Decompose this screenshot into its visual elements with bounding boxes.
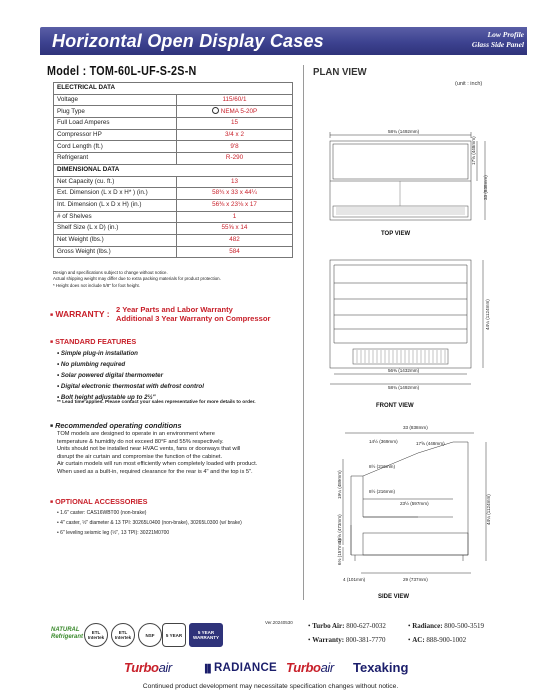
note-line: Actual shipping weight may differ due to extra packing materials for product protection. xyxy=(53,276,221,282)
top-view-drawing xyxy=(330,132,485,220)
dim-side-c2: 8½ (216mm) xyxy=(369,489,396,494)
etl-badge-icon: ETL Intertek xyxy=(84,623,108,647)
spec-label: Gross Weight (lbs.) xyxy=(54,246,177,258)
bullet-icon: • xyxy=(408,636,413,644)
contact-phone: 888-900-1002 xyxy=(426,636,467,644)
dim-side-d: 23½ (597mm) xyxy=(400,501,429,506)
side-view-label: SIDE VIEW xyxy=(378,594,410,600)
front-view-label: FRONT VIEW xyxy=(376,403,414,409)
texaking-logo: Texaking xyxy=(353,660,409,675)
bullet-icon: ■ xyxy=(50,499,54,506)
features-heading-text: STANDARD FEATURES xyxy=(55,337,137,346)
turbo-air-logo xyxy=(124,660,172,675)
natural-refrigerant-badge: NATURAL Refrigerant xyxy=(51,627,84,640)
bullet-icon: ■ xyxy=(50,311,54,318)
radiance-mark-icon: ▐▌ xyxy=(202,664,214,673)
spec-value: R-290 xyxy=(177,153,293,165)
plug-type-cell xyxy=(177,106,293,118)
bullet-icon: • xyxy=(308,636,313,644)
spec-value: 15 xyxy=(177,118,293,130)
contact-radiance xyxy=(408,622,484,630)
dim-front-height: 44¼ (1124mm) xyxy=(485,299,490,330)
dim-side-i: 29 (737mm) xyxy=(403,577,428,582)
dim-front-inner: 56⅜ (1432mm) xyxy=(388,368,420,373)
dim-side-h: 4 (101mm) xyxy=(343,577,366,582)
recommended-line: When used as a built-in, required clearance for the rear is 4" and the top is 5". xyxy=(57,468,253,475)
contact-ac xyxy=(408,636,466,644)
list-item: • Digital electronic thermostat with defrost control xyxy=(57,382,204,390)
warranty-label xyxy=(50,309,110,319)
contact-phone: 800-627-0032 xyxy=(346,622,386,630)
plan-drawings xyxy=(303,85,533,605)
nsf-badge-icon: NSF xyxy=(138,623,162,647)
recommended-line: Air curtain models will run most efficiently when completely loaded with product. xyxy=(57,461,258,468)
note-line: Design and specifications subject to change without notice. xyxy=(53,270,168,275)
spec-row xyxy=(54,153,293,165)
spec-label: Full Load Amperes xyxy=(54,118,177,130)
spec-row xyxy=(54,118,293,130)
turbo-air-logo-2 xyxy=(286,660,334,675)
feature-text: Simple plug-in installation xyxy=(60,350,138,357)
spec-row xyxy=(54,176,293,188)
five-year-badge-icon: 5 YEAR xyxy=(162,623,186,647)
recommended-line: Units should not be installed near HVAC vents, fans or doorways that will xyxy=(57,446,241,453)
dim-top-depth: 33 (838mm) xyxy=(483,175,488,200)
plan-view-title: PLAN VIEW xyxy=(313,66,367,78)
contact-turbo-air xyxy=(308,622,386,630)
spec-value: NEMA 5-20P xyxy=(220,108,258,116)
unit-label: (unit : inch) xyxy=(455,81,483,87)
logo-part: Turbo xyxy=(286,660,321,675)
model-number: Model : TOM-60L-UF-S-2S-N xyxy=(47,64,197,78)
spec-label: Refrigerant xyxy=(54,153,177,165)
logo-part: RADIANCE xyxy=(213,662,278,674)
dim-side-a: 14½ (369mm) xyxy=(369,439,398,444)
spec-row xyxy=(54,211,293,223)
bullet-icon: • xyxy=(408,622,413,630)
list-item: • 4" caster, ½" diameter & 13 TPI: 30265L0400 (non-brake), 30265L0300 (w/ brake) xyxy=(57,519,242,526)
spec-value: 9'8 xyxy=(177,141,293,153)
dim-front-width: 58¾ (1492mm) xyxy=(388,385,420,390)
contact-phone: 800-381-7770 xyxy=(345,636,386,644)
spec-value: 13 xyxy=(177,176,293,188)
logo-part: Turbo xyxy=(124,660,159,675)
logo-part: air xyxy=(158,660,172,675)
warranty-line2: Additional 3 Year Warranty on Compressor xyxy=(116,314,271,323)
feature-text: Digital electronic thermostat with defrost control xyxy=(60,382,204,390)
dim-side-c: 8½ (216mm) xyxy=(369,464,396,469)
spec-value: 482 xyxy=(177,234,293,246)
spec-value: 58¾ x 33 x 44¼ xyxy=(177,188,293,200)
spec-notes xyxy=(53,270,303,289)
dim-top-depth-inner: 17⅝ (448mm) xyxy=(471,136,476,165)
spec-row xyxy=(54,141,293,153)
spec-label: Cord Length (ft.) xyxy=(54,141,177,153)
contact-label: Turbo Air: xyxy=(312,622,345,630)
dim-side-depth: 33 (838mm) xyxy=(403,425,428,430)
spec-row xyxy=(54,129,293,141)
accessories-heading-text: OPTIONAL ACCESSORIES xyxy=(55,497,148,506)
features-list xyxy=(57,349,204,404)
version-label: Ver.20240530 xyxy=(265,620,293,625)
spec-row xyxy=(54,94,293,106)
feature-text: Bolt height adjustable up to 2½" xyxy=(60,393,156,401)
recommended-heading xyxy=(50,421,182,430)
list-item: • Bolt height adjustable up to 2½" xyxy=(57,393,156,401)
contact-label: AC: xyxy=(412,636,425,644)
bullet-icon: ■ xyxy=(50,339,54,346)
dimensional-heading: DIMENSIONAL DATA xyxy=(54,164,293,176)
warranty-label-text: WARRANTY : xyxy=(55,309,110,319)
list-item: • No plumbing required xyxy=(57,360,126,368)
feature-text: No plumbing required xyxy=(60,360,126,368)
front-view-drawing xyxy=(330,260,483,384)
page-title: Horizontal Open Display Cases xyxy=(52,31,324,51)
accessories-list xyxy=(57,509,242,538)
lead-time-note: ** Lead time applies. Please contact your sales representative for more details to order. xyxy=(57,400,256,405)
header-subtitle-line1: Low Profile xyxy=(487,30,524,39)
spec-label: Int. Dimension (L x D x H) (in.) xyxy=(54,199,177,211)
spec-row xyxy=(54,223,293,235)
dim-side-f: 18⅝ (473mm) xyxy=(337,514,342,543)
contact-warranty xyxy=(308,636,386,644)
list-item: • 6" leveling seismic leg (½", 13 TPI): 30221M0700 xyxy=(57,529,170,536)
header-subtitle xyxy=(472,30,524,50)
contact-label: Radiance: xyxy=(412,622,443,630)
features-heading xyxy=(50,337,136,346)
spec-label: # of Shelves xyxy=(54,211,177,223)
spec-label: Ext. Dimension (L x D x H* ) (in.) xyxy=(54,188,177,200)
logo-part: air xyxy=(320,660,334,675)
dim-side-g: 6⅛ (157mm) xyxy=(337,538,342,565)
recommended-heading-text: Recommended operating conditions xyxy=(55,421,182,430)
dim-side-e: 19¼ (489mm) xyxy=(337,470,342,499)
bullet-icon: • xyxy=(308,622,313,630)
etl-sanitation-badge-icon: ETL Intertek xyxy=(111,623,135,647)
spec-value: 56⅜ x 23⅛ x 17 xyxy=(177,199,293,211)
spec-label: Compressor HP xyxy=(54,129,177,141)
spec-label: Plug Type xyxy=(54,106,177,118)
spec-label: Net Capacity (cu. ft.) xyxy=(54,176,177,188)
footer-disclaimer: Continued product development may necessitate specification changes without notice. xyxy=(142,683,399,690)
dim-side-height: 44¼ (1124mm) xyxy=(486,494,491,525)
recommended-body xyxy=(57,431,305,477)
spec-label: Shelf Size (L x D) (in.) xyxy=(54,223,177,235)
warranty-text xyxy=(116,305,270,323)
electrical-heading: ELECTRICAL DATA xyxy=(54,83,293,95)
header-subtitle-line2: Glass Side Panel xyxy=(471,40,524,49)
spec-label: Net Weight (lbs.) xyxy=(54,234,177,246)
contact-label: Warranty: xyxy=(312,636,345,644)
spec-label: Voltage xyxy=(54,94,177,106)
spec-row xyxy=(54,106,293,118)
list-item: • Simple plug-in installation xyxy=(57,350,138,357)
radiance-logo xyxy=(202,662,277,674)
recommended-line: disrupt the air curtain and compromise the function of the cabinet. xyxy=(57,453,223,460)
spec-value: 3/4 x 2 xyxy=(177,129,293,141)
recommended-line: TOM models are designed to operate in an environment where xyxy=(57,431,215,437)
spec-value: 55⅝ x 14 xyxy=(177,223,293,235)
spec-value: 1 xyxy=(177,211,293,223)
brand-logos xyxy=(124,660,424,678)
top-view-label: TOP VIEW xyxy=(381,231,411,237)
list-item: • 1.6" caster: CAS16WBT00 (non-brake) xyxy=(57,510,147,516)
five-year-warranty-badge-icon: 5 YEAR WARRANTY xyxy=(189,623,223,647)
spec-value: 584 xyxy=(177,246,293,258)
recommended-line: temperature & humidity do not exceed 80°F and 55% respectively. xyxy=(57,438,224,445)
spec-row xyxy=(54,234,293,246)
dim-top-width: 58¾ (1492mm) xyxy=(388,129,420,134)
spec-value: 115/60/1 xyxy=(177,94,293,106)
plug-icon xyxy=(212,107,219,114)
feature-text: Solar powered digital thermometer xyxy=(60,371,164,379)
spec-row xyxy=(54,199,293,211)
spec-row xyxy=(54,188,293,200)
warranty-line1: 2 Year Parts and Labor Warranty xyxy=(116,305,233,314)
bullet-icon: ■ xyxy=(50,423,54,430)
list-item: • Solar powered digital thermometer xyxy=(57,371,164,379)
dim-side-b: 17⅝ (448mm) xyxy=(416,441,445,446)
contact-phone: 800-500-3519 xyxy=(444,622,484,630)
accessories-heading xyxy=(50,497,148,506)
spec-row xyxy=(54,246,293,258)
note-line: * Height does not include 5/8" for foot height. xyxy=(53,282,140,288)
spec-table xyxy=(53,82,293,258)
